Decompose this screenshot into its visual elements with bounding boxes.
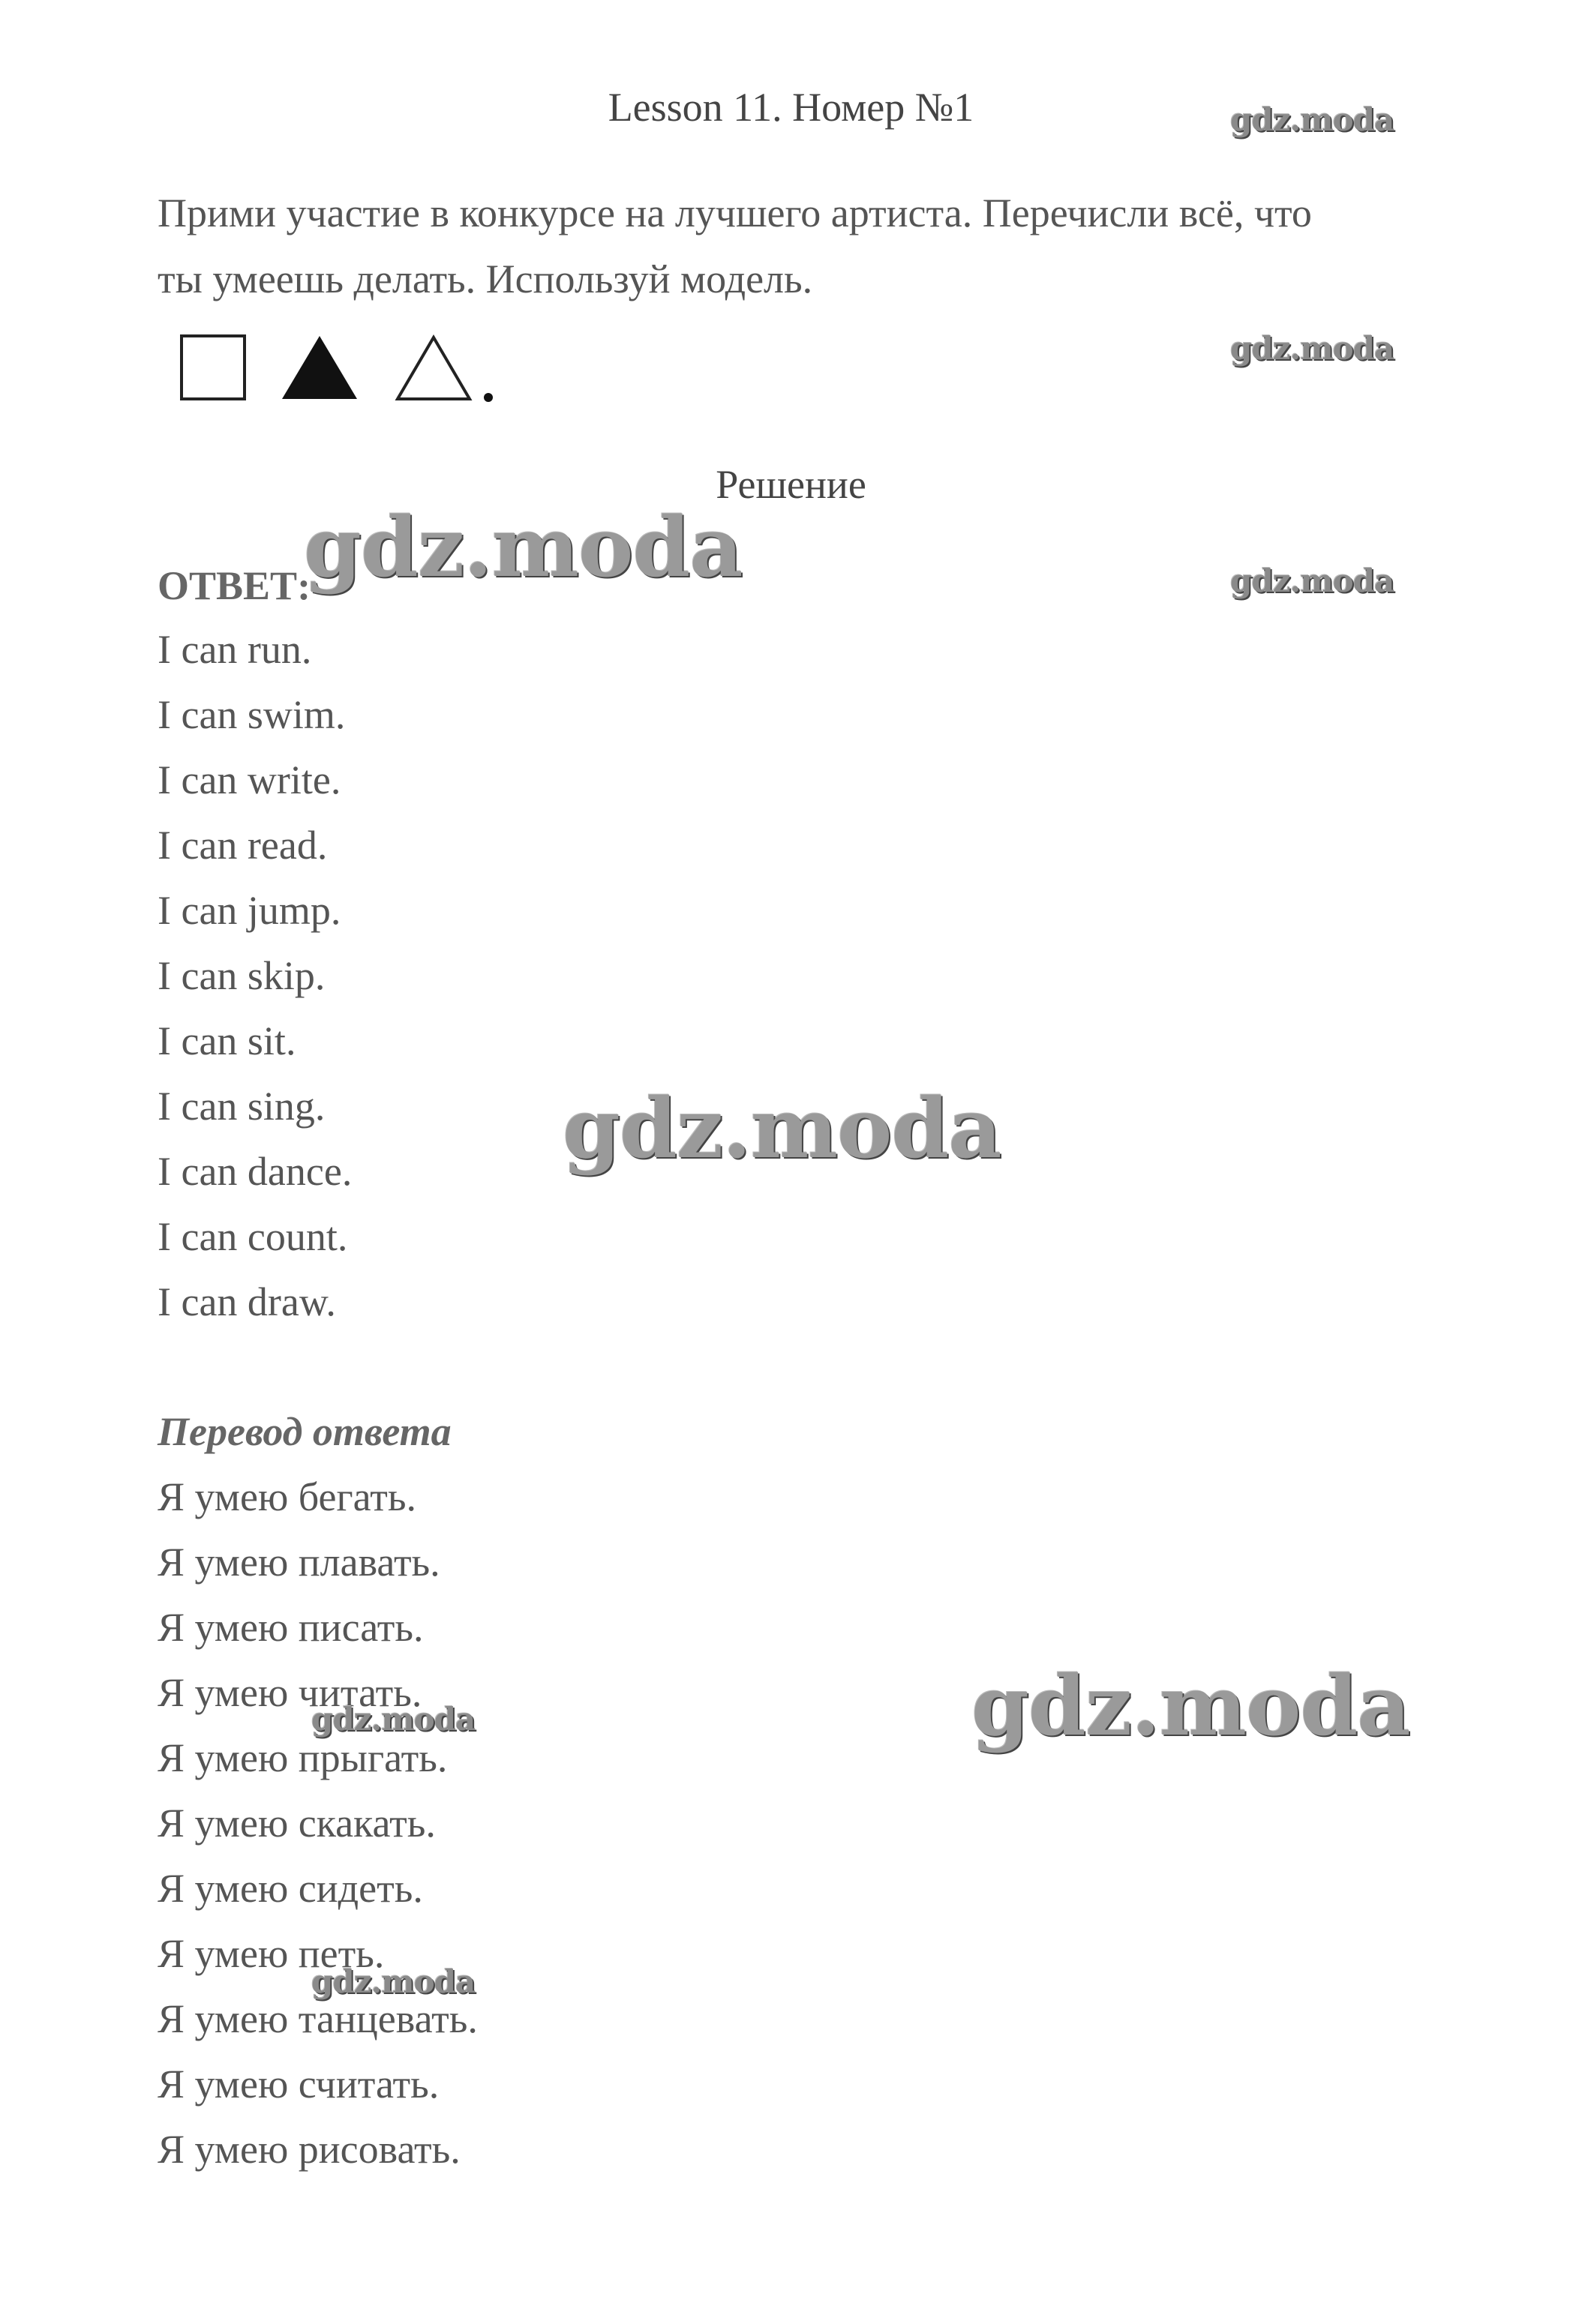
- watermark: gdz.moda: [311, 1701, 476, 1738]
- watermark: gdz.moda: [971, 1657, 1410, 1754]
- translation-item: Я умею петь.: [158, 1931, 385, 1976]
- translation-item: Я умею читать.: [158, 1670, 422, 1715]
- watermark: gdz.moda: [1230, 562, 1394, 599]
- translation-item: Я умею сидеть.: [158, 1866, 423, 1911]
- page-title: Lesson 11. Номер №1: [608, 85, 974, 130]
- watermark: gdz.moda: [311, 1963, 476, 2000]
- sentence-model-diagram: [179, 330, 509, 405]
- answer-item: I can read.: [158, 823, 328, 868]
- translation-item: Я умею прыгать.: [158, 1735, 448, 1780]
- translation-item: Я умею считать.: [158, 2062, 440, 2107]
- period-icon: [484, 393, 493, 402]
- answer-item: I can draw.: [158, 1279, 336, 1324]
- translation-item: Я умею бегать.: [158, 1474, 416, 1519]
- answer-item: I can skip.: [158, 953, 326, 998]
- translation-item: Я умею плавать.: [158, 1540, 440, 1585]
- translation-item: Я умею скакать.: [158, 1801, 436, 1846]
- task-text: [158, 180, 1433, 312]
- watermark: gdz.moda: [1230, 101, 1394, 138]
- watermark: gdz.moda: [1230, 330, 1394, 367]
- answer-item: I can write.: [158, 757, 341, 802]
- translation-item: Я умею танцевать.: [158, 1996, 478, 2041]
- task-line-1: Прими участие в конкурсе на лучшего артиста. Перечисли всё, что: [158, 190, 1312, 235]
- square-outline-icon: [182, 336, 245, 399]
- translation-list: [158, 1465, 478, 2182]
- answer-item: I can sing.: [158, 1084, 326, 1129]
- filled-triangle-icon: [282, 336, 357, 399]
- answer-item: I can dance.: [158, 1149, 353, 1194]
- answer-label: ОТВЕТ:: [158, 563, 311, 608]
- answer-item: I can swim.: [158, 692, 346, 737]
- watermark: gdz.moda: [304, 499, 743, 595]
- watermark: gdz.moda: [563, 1080, 1001, 1177]
- translation-item: Я умею рисовать.: [158, 2127, 461, 2172]
- answer-item: I can run.: [158, 627, 312, 672]
- answer-item: I can jump.: [158, 888, 341, 933]
- answer-item: I can sit.: [158, 1018, 296, 1063]
- answer-item: I can count.: [158, 1214, 348, 1259]
- translation-label: Перевод ответа: [158, 1409, 452, 1454]
- answer-list: [158, 617, 352, 1335]
- translation-item: Я умею писать.: [158, 1605, 424, 1650]
- task-line-2: ты умеешь делать. Используй модель.: [158, 256, 813, 301]
- solution-heading: Решение: [716, 462, 866, 507]
- outline-triangle-icon: [398, 337, 470, 399]
